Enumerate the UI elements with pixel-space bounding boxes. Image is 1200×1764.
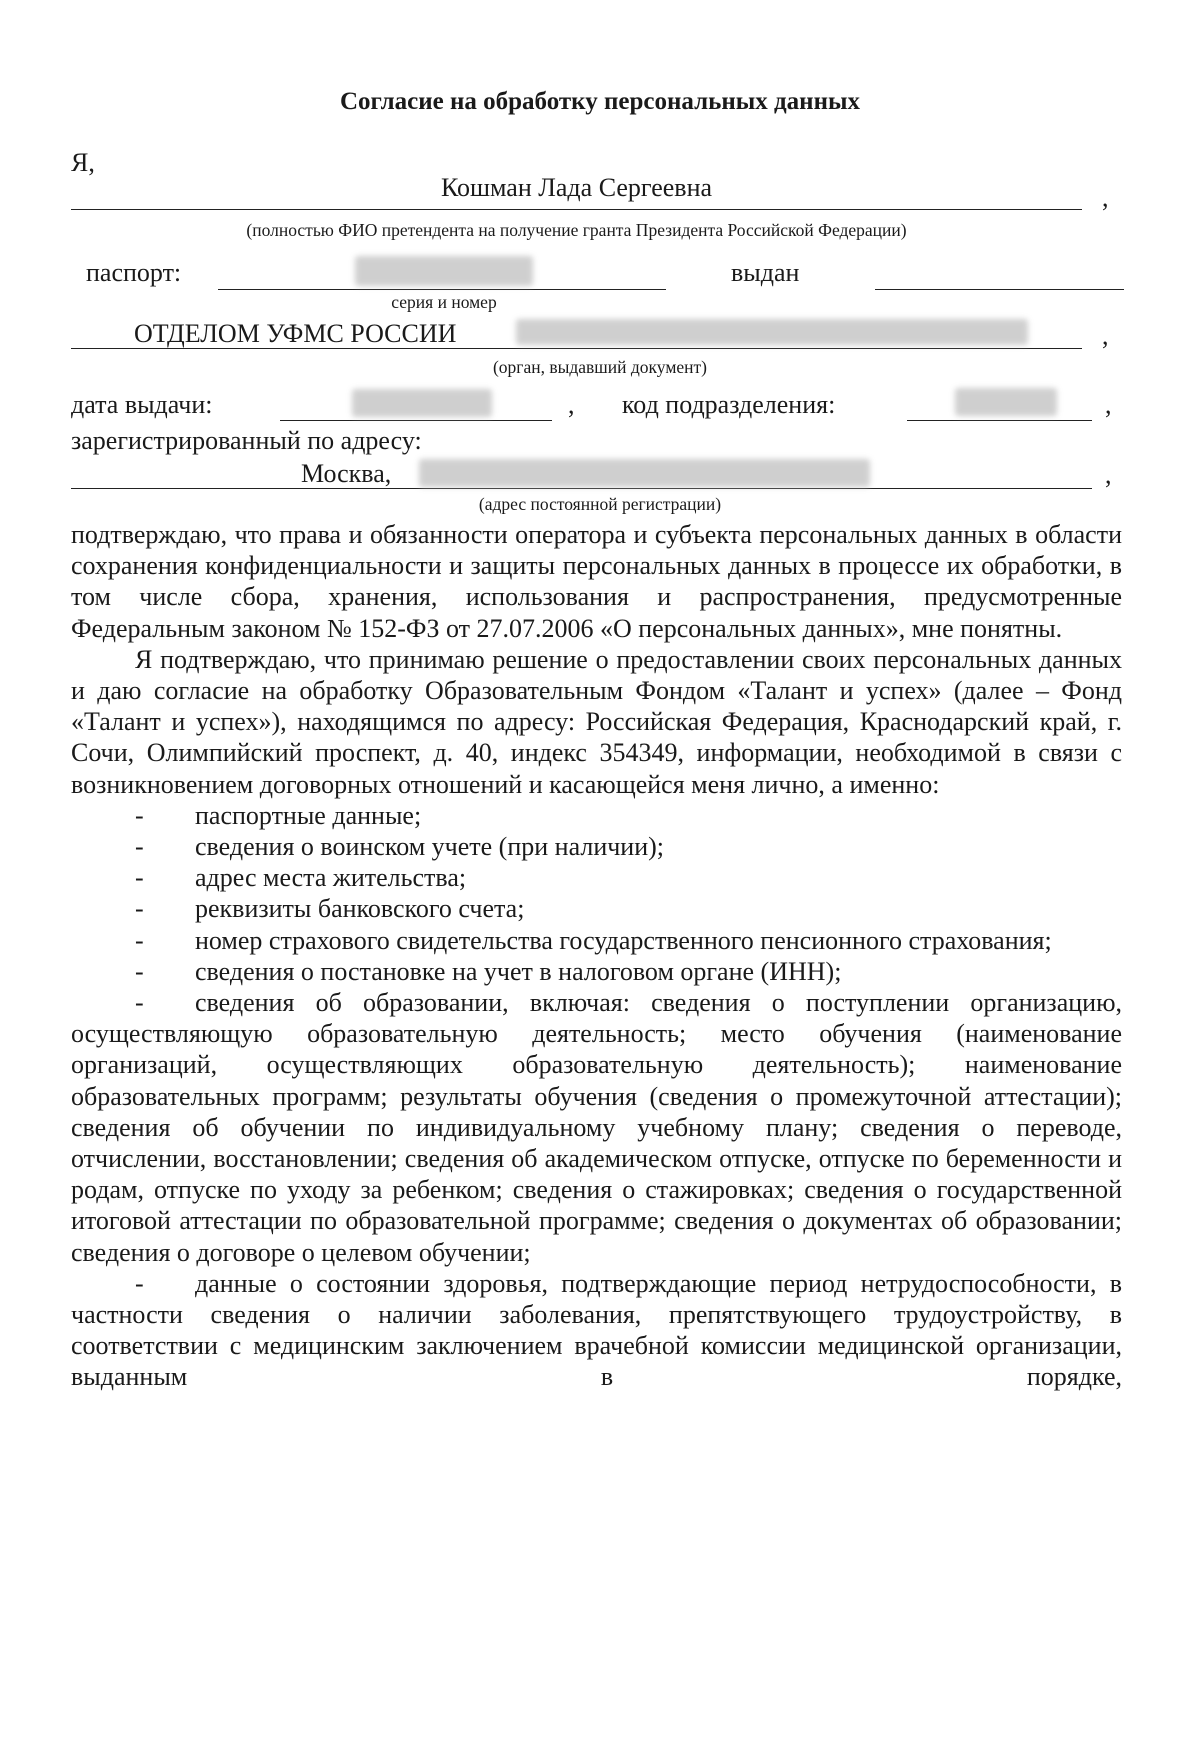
issuer-comma: , bbox=[1102, 321, 1109, 350]
list-item bbox=[71, 956, 1122, 987]
bullet-dash: - bbox=[135, 988, 144, 1018]
issued-label: выдан bbox=[731, 258, 800, 287]
list-item-text: реквизиты банковского счета; bbox=[195, 894, 525, 924]
redacted-address bbox=[419, 459, 870, 487]
registered-label: зарегистрированный по адресу: bbox=[71, 426, 422, 455]
list-item-text: сведения о постановке на учет в налоговом органе (ИНН); bbox=[195, 956, 842, 986]
list-item-text: паспортные данные; bbox=[195, 800, 422, 830]
bullet-dash: - bbox=[135, 956, 144, 986]
issuer-prefix: ОТДЕЛОМ УФМС РОССИИ bbox=[134, 319, 457, 348]
bullet-dash: - bbox=[135, 1268, 144, 1298]
paragraph-confirmation: подтверждаю, что права и обязанности оператора и субъекта персональных данных в области сохранения конфиденциальности и защиты персональных данных в процессе их обработки, в том числе сбора, хранения, использования и распространения, предусмотренные Федеральным законом № 152-ФЗ от 27.07.2006 «О персональных данных», мне понятны. bbox=[71, 520, 1122, 643]
bullet-dash: - bbox=[135, 800, 144, 830]
list-item-text: сведения о воинском учете (при наличии); bbox=[195, 832, 665, 862]
paragraph-consent: Я подтверждаю, что принимаю решение о предоставлении своих персональных данных и даю согласие на обработку Образовательным Фондом «Талант и успех» (далее – Фонд «Талант и успех»), находящимся по адресу: Российская Федерация, Краснодарский край, г. Сочи, Олимпийский проспект, д. 40, индекс 354349, информации, необходимой в связи с возникновением договорных отношений и касающейся меня лично, а именно: bbox=[71, 644, 1122, 799]
caption-full-name: (полностью ФИО претендента на получение гранта Президента Российской Федерации) bbox=[246, 220, 907, 240]
redacted-passport-number bbox=[355, 256, 533, 286]
issued-underline bbox=[875, 289, 1124, 290]
caption-series-number: серия и номер bbox=[391, 292, 497, 312]
list-item-text: адрес места жительства; bbox=[195, 863, 467, 893]
bullet-dash: - bbox=[135, 832, 144, 862]
list-item bbox=[71, 893, 1122, 924]
redacted-issue-date bbox=[352, 389, 492, 417]
address-city: Москва, bbox=[301, 459, 392, 488]
passport-underline bbox=[218, 289, 666, 290]
list-item bbox=[71, 987, 1122, 1268]
division-code-label: код подразделения: bbox=[622, 390, 836, 419]
bullet-dash: - bbox=[135, 925, 144, 955]
list-item bbox=[71, 925, 1122, 956]
name-underline bbox=[71, 209, 1082, 210]
body-text bbox=[71, 519, 1122, 1393]
issue-date-label: дата выдачи: bbox=[71, 390, 213, 419]
bullet-dash: - bbox=[135, 894, 144, 924]
redacted-division-code bbox=[955, 388, 1057, 416]
issuer-underline bbox=[71, 348, 1082, 349]
list-item bbox=[71, 831, 1122, 862]
list-item bbox=[71, 800, 1122, 831]
address-comma: , bbox=[1105, 460, 1112, 489]
name-comma: , bbox=[1102, 183, 1109, 212]
list-item-text: данные о состоянии здоровья, подтверждающие период нетрудоспособности, в частности сведения о наличии заболевания, препятствующего трудоустройству, в соответствии с медицинским заключением врачебной комиссии медицинской организации, выданным в порядке, bbox=[71, 1268, 1122, 1392]
address-underline bbox=[71, 488, 1092, 489]
ya-label: Я, bbox=[71, 148, 95, 177]
list-item-text: сведения об образовании, включая: сведения о поступлении организацию, осуществляющую образовательную деятельность; место обучения (наименование организаций, осуществляющих образовательную деятельность); наименование образовательных программ; результаты обучения (сведения о промежуточной аттестации); сведения об обучении по индивидуальному учебному плану; сведения о переводе, отчислении, восстановлении; сведения об академическом отпуске, отпуске по беременности и родам, отпуске по уходу за ребенком; сведения о стажировках; сведения о государственной итоговой аттестации по образовательной программе; сведения о документах об образовании; сведения о договоре о целевом обучении; bbox=[71, 988, 1122, 1267]
passport-label: паспорт: bbox=[86, 258, 182, 287]
document-title: Согласие на обработку персональных данных bbox=[339, 88, 860, 115]
issue-date-comma: , bbox=[568, 390, 575, 419]
bullet-dash: - bbox=[135, 863, 144, 893]
caption-issuer: (орган, выдавший документ) bbox=[492, 357, 708, 377]
full-name-value: Кошман Лада Сергеевна bbox=[440, 173, 713, 202]
list-item bbox=[71, 1268, 1122, 1393]
division-code-comma: , bbox=[1105, 390, 1112, 419]
division-code-underline bbox=[907, 420, 1092, 421]
list-item bbox=[71, 862, 1122, 893]
issue-date-underline bbox=[280, 420, 552, 421]
list-item-text: номер страхового свидетельства государственного пенсионного страхования; bbox=[195, 925, 1052, 955]
caption-address: (адрес постоянной регистрации) bbox=[478, 494, 722, 514]
redacted-issuer-name bbox=[516, 319, 1028, 345]
